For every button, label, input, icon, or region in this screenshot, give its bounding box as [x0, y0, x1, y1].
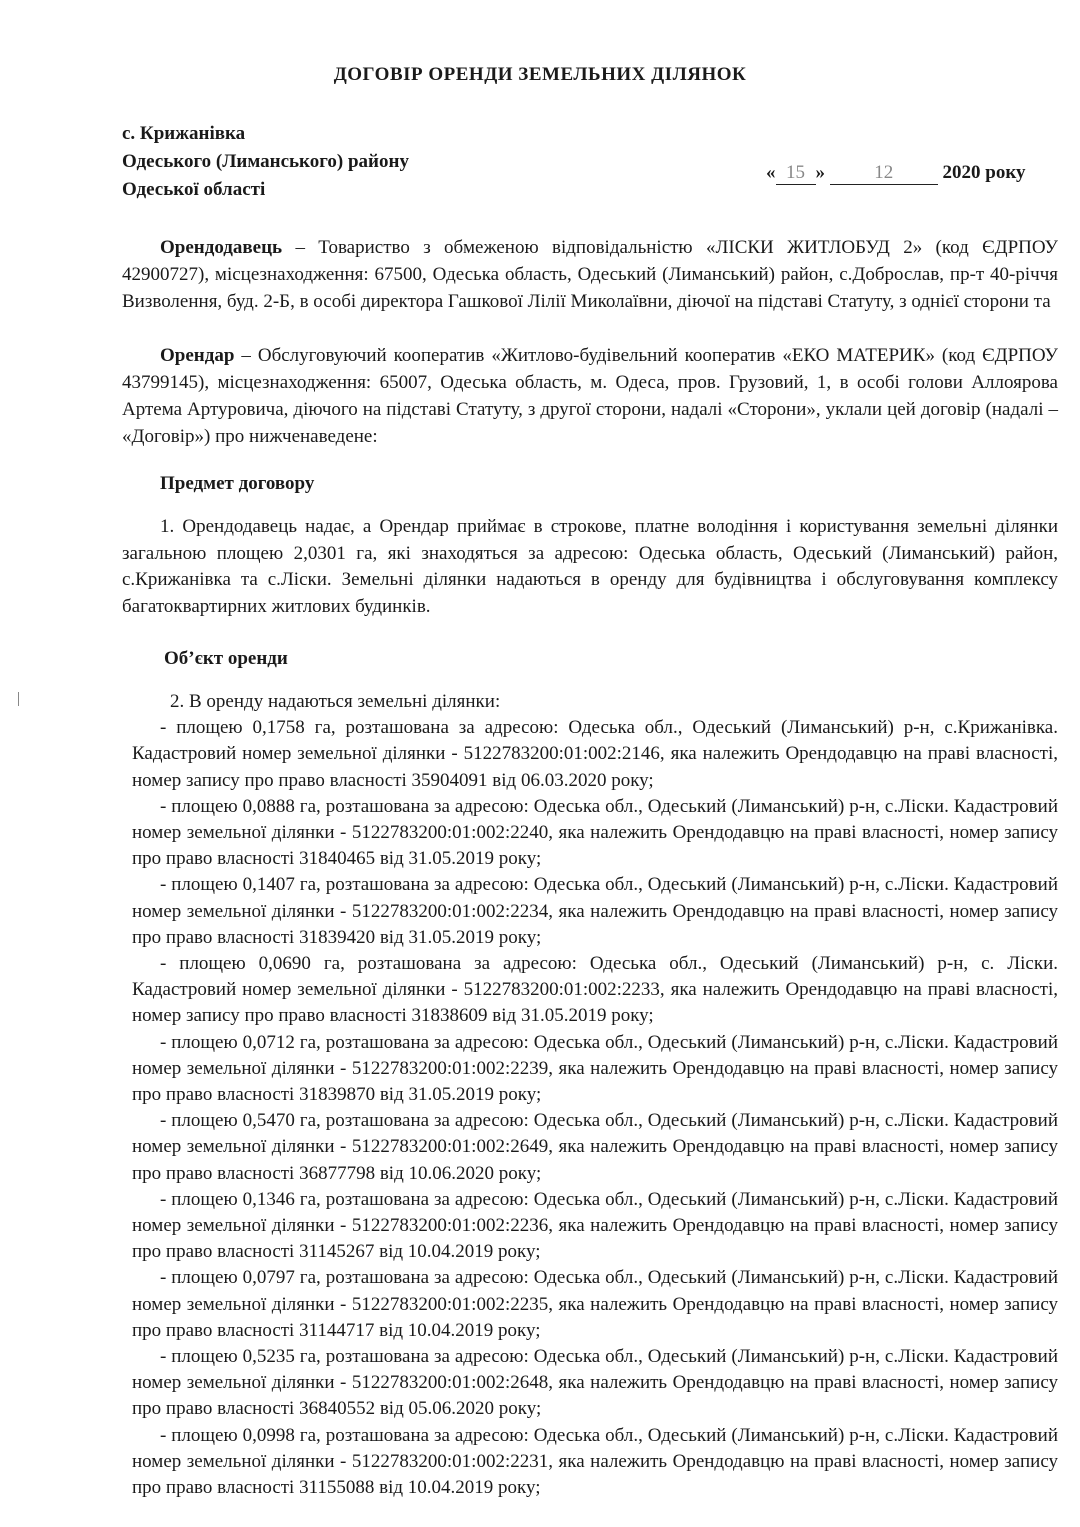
land-plot-item: - площею 0,5235 га, розташована за адресою: Одеська обл., Одеський (Лиманський) р-н, с.Ліски. Кадастровий номер земельної ділянки - 5122783200:01:002:2648, яка належить Орендодавцю на праві власності, номер запису про право власності 36840552 від 05.06.2020 року;: [132, 1346, 1058, 1420]
land-plot-item: - площею 0,1346 га, розташована за адресою: Одеська обл., Одеський (Лиманський) р-н, с.Ліски. Кадастровий номер земельної ділянки - 5122783200:01:002:2236, яка належить Орендодавцю на праві власності, номер запису про право власності 31145267 від 10.04.2019 року;: [132, 1188, 1058, 1263]
section-heading-subject: Предмет договору: [160, 473, 315, 494]
land-plot-item: - площею 0,0690 га, розташована за адресою: Одеська обл., Одеський (Лиманський) р-н, с. Ліски. Кадастровий номер земельної ділянки - 5122783200:01:002:2233, яка належить Орендодавцю на праві власності, номер запису про право власності 31838609 від 31.05.2019 року;: [132, 953, 1058, 1027]
land-plot-item: - площею 0,0998 га, розташована за адресою: Одеська обл., Одеський (Лиманський) р-н, с.Ліски. Кадастровий номер земельної ділянки - 5122783200:01:002:2231, яка належить Орендодавцю на праві власності, номер запису про право власності 31155088 від 10.04.2019 року;: [132, 1424, 1058, 1499]
land-plot-item: - площею 0,1758 га, розташована за адресою: Одеська обл., Одеський (Лиманський) р-н, с.Крижанівка. Кадастровий номер земельної ділянки - 5122783200:01:002:2146, яка належить Орендодавцю на праві власності, номер запису про право власності 35904091 від 06.03.2020 року;: [132, 717, 1058, 791]
lessor-paragraph: [122, 234, 1058, 315]
lessee-text: – Обслуговуючий кооператив «Житлово-будівельний кооператив «ЕКО МАТЕРИК» (код ЄДРПОУ 43799145), місцезнаходження: 65007, Одеська область, м. Одеса, пров. Грузовий, 1, в особі голови Аллоярова Артема Артуровича, діючого на підставі Статуту, з другої сторони, надалі «Сторони», уклали цей договір (надалі – «Договір») про нижченаведене:: [122, 345, 1058, 447]
place-line: с. Крижанівка: [122, 123, 246, 144]
subject-paragraph: 1. Орендодавець надає, а Орендар приймає в строкове, платне володіння і користування земельні ділянки загальною площею 2,0301 га, які знаходяться за адресою: Одеська область, Одеський (Лиманський) район, с.Крижанівка та с.Ліски. Земельні ділянки надаються в оренду для будівництва і обслуговування комплексу багатоквартирних житлових будинків.: [122, 516, 1058, 617]
lessee-label: Орендар: [160, 345, 235, 366]
margin-mark: [18, 692, 19, 706]
date-open-quote: «: [766, 162, 776, 183]
lessee-paragraph: [122, 342, 1058, 450]
date-year: 2020 року: [942, 162, 1026, 183]
land-plot-item: - площею 0,0797 га, розташована за адресою: Одеська обл., Одеський (Лиманський) р-н, с.Ліски. Кадастровий номер земельної ділянки - 5122783200:01:002:2235, яка належить Орендодавцю на праві власності, номер запису про право власності 31144717 від 10.04.2019 року;: [132, 1267, 1058, 1341]
date-month: 12: [830, 162, 938, 185]
land-plot-item: - площею 0,1407 га, розташована за адресою: Одеська обл., Одеський (Лиманський) р-н, с.Ліски. Кадастровий номер земельної ділянки - 5122783200:01:002:2234, яка належить Орендодавцю на праві власності, номер запису про право власності 31839420 від 31.05.2019 року;: [132, 874, 1058, 948]
date-close-quote: »: [815, 162, 825, 183]
land-plot-list: [132, 689, 1058, 1501]
date-day: 15: [776, 162, 816, 185]
lessor-label: Орендодавець: [160, 237, 283, 258]
section-heading-object: Об’єкт оренди: [164, 648, 288, 669]
place-line: Одеського (Лиманського) району: [122, 151, 409, 172]
land-plot-item: - площею 0,0888 га, розташована за адресою: Одеська обл., Одеський (Лиманський) р-н, с.Ліски. Кадастровий номер земельної ділянки - 5122783200:01:002:2240, яка належить Орендодавцю на праві власності, номер запису про право власності 31840465 від 31.05.2019 року;: [132, 795, 1058, 870]
contract-date: [766, 162, 1026, 185]
place-line: Одеської області: [122, 179, 266, 200]
contract-place: [122, 120, 409, 204]
land-plot-item: - площею 0,5470 га, розташована за адресою: Одеська обл., Одеський (Лиманський) р-н, с.Ліски. Кадастровий номер земельної ділянки - 5122783200:01:002:2649, яка належить Орендодавцю на праві власності, номер запису про право власності 36877798 від 10.06.2020 року;: [132, 1110, 1058, 1184]
land-plot-item: - площею 0,0712 га, розташована за адресою: Одеська обл., Одеський (Лиманський) р-н, с.Ліски. Кадастровий номер земельної ділянки - 5122783200:01:002:2239, яка належить Орендодавцю на праві власності, номер запису про право власності 31839870 від 31.05.2019 року;: [132, 1031, 1058, 1106]
lessor-text: – Товариство з обмеженою відповідальністю «ЛІСКИ ЖИТЛОБУД 2» (код ЄДРПОУ 42900727), місцезнаходження: 67500, Одеська область, Одеський (Лиманський) район, с.Доброслав, пр-т 40-річчя Визволення, буд. 2-Б, в особі директора Гашкової Лілії Миколаївни, діючої на підставі Статуту, з однієї сторони та: [122, 237, 1058, 312]
land-plot-intro: 2. В оренду надаються земельні ділянки:: [170, 691, 501, 712]
document-title: ДОГОВІР ОРЕНДИ ЗЕМЕЛЬНИХ ДІЛЯНОК: [333, 64, 747, 85]
